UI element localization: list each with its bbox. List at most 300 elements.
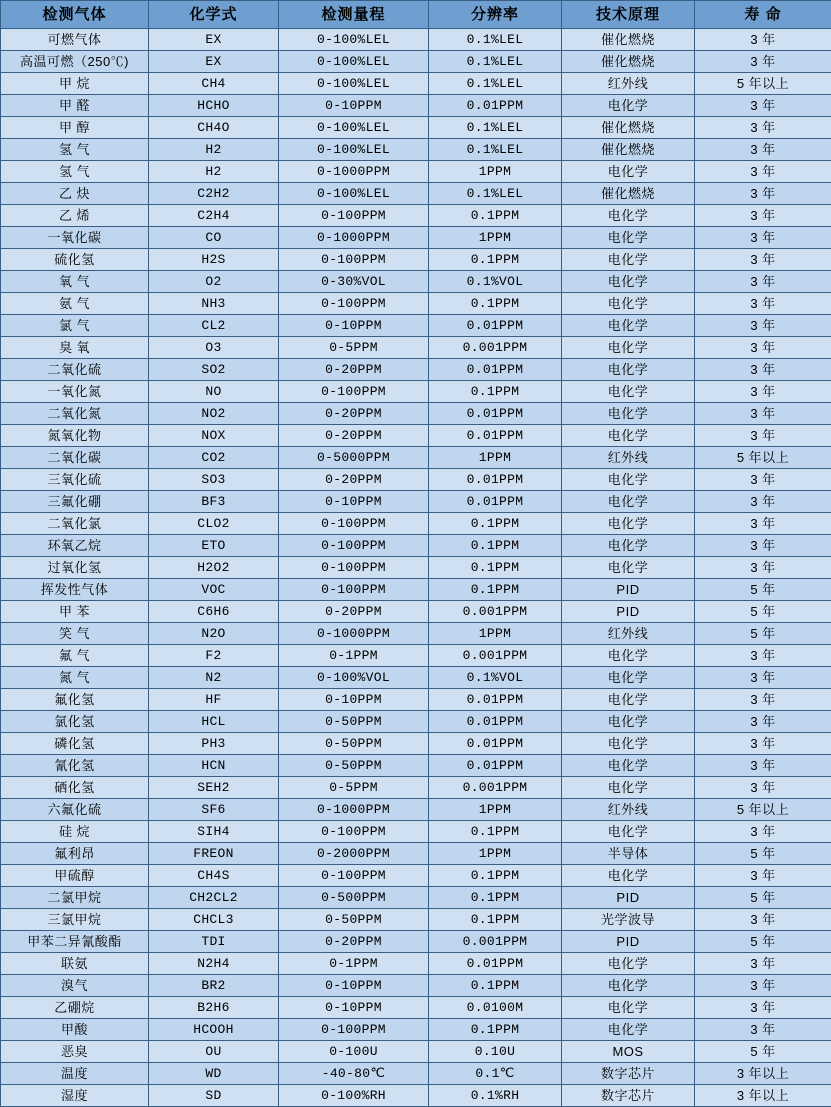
cell-principle: 电化学 (562, 667, 695, 689)
cell-resolution: 0.01PPM (429, 491, 562, 513)
cell-resolution: 0.1PPM (429, 1019, 562, 1041)
cell-formula: EX (149, 29, 279, 51)
cell-formula: OU (149, 1041, 279, 1063)
cell-lifetime: 3 年 (695, 139, 831, 161)
cell-lifetime: 3 年 (695, 29, 831, 51)
table-row (1, 447, 831, 469)
column-header-resolution: 分辨率 (429, 1, 562, 29)
cell-lifetime: 5 年 (695, 931, 831, 953)
cell-gas: 三氟化硼 (1, 491, 149, 513)
table-row (1, 249, 831, 271)
table-row (1, 931, 831, 953)
table-row (1, 975, 831, 997)
table-row (1, 403, 831, 425)
cell-range: 0-100U (279, 1041, 429, 1063)
cell-gas: 二氧化氯 (1, 513, 149, 535)
cell-resolution: 0.1PPM (429, 249, 562, 271)
cell-principle: 电化学 (562, 491, 695, 513)
cell-formula: H2S (149, 249, 279, 271)
cell-range: 0-5000PPM (279, 447, 429, 469)
cell-resolution: 0.01PPM (429, 953, 562, 975)
cell-range: 0-100PPM (279, 535, 429, 557)
table-row (1, 953, 831, 975)
cell-lifetime: 3 年 (695, 689, 831, 711)
cell-formula: WD (149, 1063, 279, 1085)
cell-resolution: 0.01PPM (429, 755, 562, 777)
cell-lifetime: 3 年 (695, 51, 831, 73)
cell-lifetime: 3 年 (695, 557, 831, 579)
cell-formula: NOX (149, 425, 279, 447)
table-row (1, 1041, 831, 1063)
cell-range: 0-5PPM (279, 777, 429, 799)
cell-formula: PH3 (149, 733, 279, 755)
cell-principle: 电化学 (562, 535, 695, 557)
cell-lifetime: 5 年 (695, 843, 831, 865)
cell-formula: N2 (149, 667, 279, 689)
cell-principle: 电化学 (562, 337, 695, 359)
cell-lifetime: 5 年 (695, 1041, 831, 1063)
cell-gas: 一氧化碳 (1, 227, 149, 249)
cell-resolution: 0.1PPM (429, 205, 562, 227)
cell-gas: 氯化氢 (1, 711, 149, 733)
cell-principle: 电化学 (562, 953, 695, 975)
cell-gas: 氢 气 (1, 139, 149, 161)
cell-principle: 红外线 (562, 799, 695, 821)
cell-formula: HCL (149, 711, 279, 733)
table-row (1, 381, 831, 403)
cell-principle: 数字芯片 (562, 1085, 695, 1107)
table-row (1, 513, 831, 535)
table-row (1, 51, 831, 73)
cell-lifetime: 3 年 (695, 227, 831, 249)
cell-formula: CH4O (149, 117, 279, 139)
cell-principle: 电化学 (562, 315, 695, 337)
cell-formula: H2 (149, 161, 279, 183)
cell-formula: SO3 (149, 469, 279, 491)
cell-gas: 笑 气 (1, 623, 149, 645)
cell-range: 0-100PPM (279, 205, 429, 227)
cell-lifetime: 3 年 (695, 491, 831, 513)
cell-principle: 电化学 (562, 645, 695, 667)
table-row (1, 227, 831, 249)
cell-principle: 电化学 (562, 997, 695, 1019)
cell-formula: VOC (149, 579, 279, 601)
cell-gas: 硫化氢 (1, 249, 149, 271)
cell-lifetime: 3 年 (695, 403, 831, 425)
cell-lifetime: 3 年 (695, 271, 831, 293)
cell-range: 0-20PPM (279, 931, 429, 953)
cell-range: 0-100PPM (279, 249, 429, 271)
cell-range: 0-100PPM (279, 1019, 429, 1041)
cell-resolution: 0.1%VOL (429, 271, 562, 293)
cell-gas: 氮 气 (1, 667, 149, 689)
cell-range: 0-1PPM (279, 953, 429, 975)
cell-range: 0-30%VOL (279, 271, 429, 293)
table-row (1, 1063, 831, 1085)
cell-principle: 电化学 (562, 865, 695, 887)
cell-principle: 电化学 (562, 557, 695, 579)
cell-resolution: 0.01PPM (429, 689, 562, 711)
cell-gas: 硒化氢 (1, 777, 149, 799)
cell-formula: HCHO (149, 95, 279, 117)
cell-range: 0-10PPM (279, 975, 429, 997)
cell-formula: O3 (149, 337, 279, 359)
cell-principle: 电化学 (562, 513, 695, 535)
cell-range: 0-100PPM (279, 381, 429, 403)
cell-lifetime: 3 年以上 (695, 1085, 831, 1107)
table-row (1, 601, 831, 623)
cell-lifetime: 5 年以上 (695, 73, 831, 95)
cell-gas: 甲酸 (1, 1019, 149, 1041)
cell-lifetime: 5 年以上 (695, 447, 831, 469)
cell-formula: CHCL3 (149, 909, 279, 931)
cell-gas: 温度 (1, 1063, 149, 1085)
cell-lifetime: 3 年 (695, 865, 831, 887)
cell-formula: SIH4 (149, 821, 279, 843)
column-header-range: 检测量程 (279, 1, 429, 29)
cell-principle: 电化学 (562, 249, 695, 271)
cell-principle: 电化学 (562, 359, 695, 381)
table-row (1, 139, 831, 161)
cell-lifetime: 3 年 (695, 1019, 831, 1041)
cell-principle: 红外线 (562, 447, 695, 469)
cell-lifetime: 3 年 (695, 711, 831, 733)
cell-resolution: 0.1PPM (429, 909, 562, 931)
cell-resolution: 0.1℃ (429, 1063, 562, 1085)
cell-resolution: 0.01PPM (429, 711, 562, 733)
cell-range: 0-100PPM (279, 513, 429, 535)
cell-lifetime: 3 年 (695, 95, 831, 117)
cell-range: 0-500PPM (279, 887, 429, 909)
cell-principle: 催化燃烧 (562, 51, 695, 73)
cell-gas: 湿度 (1, 1085, 149, 1107)
cell-principle: 电化学 (562, 293, 695, 315)
cell-formula: BF3 (149, 491, 279, 513)
cell-lifetime: 3 年 (695, 997, 831, 1019)
cell-lifetime: 3 年 (695, 315, 831, 337)
cell-resolution: 0.0100M (429, 997, 562, 1019)
cell-formula: SO2 (149, 359, 279, 381)
table-row (1, 623, 831, 645)
cell-resolution: 0.01PPM (429, 733, 562, 755)
cell-gas: 溴气 (1, 975, 149, 997)
cell-resolution: 0.1PPM (429, 865, 562, 887)
cell-gas: 六氟化硫 (1, 799, 149, 821)
cell-lifetime: 3 年 (695, 733, 831, 755)
cell-formula: CL2 (149, 315, 279, 337)
cell-lifetime: 3 年 (695, 953, 831, 975)
cell-gas: 高温可燃（250℃) (1, 51, 149, 73)
cell-lifetime: 3 年 (695, 425, 831, 447)
cell-formula: TDI (149, 931, 279, 953)
cell-formula: F2 (149, 645, 279, 667)
cell-range: 0-100PPM (279, 821, 429, 843)
cell-gas: 甲 烷 (1, 73, 149, 95)
cell-resolution: 0.001PPM (429, 601, 562, 623)
cell-formula: NH3 (149, 293, 279, 315)
cell-principle: 催化燃烧 (562, 117, 695, 139)
cell-resolution: 0.1PPM (429, 579, 562, 601)
header-row (1, 1, 831, 29)
table-row (1, 271, 831, 293)
table-row (1, 535, 831, 557)
cell-formula: CO (149, 227, 279, 249)
table-row (1, 909, 831, 931)
cell-gas: 恶臭 (1, 1041, 149, 1063)
cell-lifetime: 5 年 (695, 601, 831, 623)
cell-gas: 三氯甲烷 (1, 909, 149, 931)
cell-gas: 过氧化氢 (1, 557, 149, 579)
cell-gas: 氯 气 (1, 315, 149, 337)
table-row (1, 183, 831, 205)
cell-range: 0-100%LEL (279, 29, 429, 51)
cell-gas: 甲 苯 (1, 601, 149, 623)
cell-resolution: 0.1PPM (429, 975, 562, 997)
cell-formula: CLO2 (149, 513, 279, 535)
cell-principle: 电化学 (562, 205, 695, 227)
cell-range: 0-100%RH (279, 1085, 429, 1107)
cell-resolution: 1PPM (429, 447, 562, 469)
cell-formula: HF (149, 689, 279, 711)
cell-formula: B2H6 (149, 997, 279, 1019)
cell-resolution: 0.1PPM (429, 513, 562, 535)
cell-principle: 电化学 (562, 975, 695, 997)
cell-principle: 电化学 (562, 469, 695, 491)
cell-range: 0-10PPM (279, 95, 429, 117)
cell-range: 0-100%VOL (279, 667, 429, 689)
cell-resolution: 0.001PPM (429, 931, 562, 953)
cell-range: 0-20PPM (279, 601, 429, 623)
cell-lifetime: 3 年 (695, 909, 831, 931)
cell-lifetime: 3 年 (695, 777, 831, 799)
column-header-principle: 技术原理 (562, 1, 695, 29)
cell-resolution: 0.1PPM (429, 557, 562, 579)
cell-gas: 二氧化碳 (1, 447, 149, 469)
cell-gas: 乙硼烷 (1, 997, 149, 1019)
cell-resolution: 0.1%LEL (429, 139, 562, 161)
cell-principle: 电化学 (562, 755, 695, 777)
cell-gas: 甲苯二异氰酸酯 (1, 931, 149, 953)
table-row (1, 95, 831, 117)
cell-resolution: 0.1PPM (429, 381, 562, 403)
cell-range: 0-10PPM (279, 491, 429, 513)
cell-range: 0-50PPM (279, 711, 429, 733)
cell-range: 0-5PPM (279, 337, 429, 359)
table-row (1, 711, 831, 733)
cell-resolution: 0.1PPM (429, 293, 562, 315)
cell-principle: PID (562, 887, 695, 909)
cell-range: 0-100%LEL (279, 117, 429, 139)
cell-formula: SD (149, 1085, 279, 1107)
cell-resolution: 0.1PPM (429, 535, 562, 557)
cell-gas: 甲 醇 (1, 117, 149, 139)
cell-range: 0-1000PPM (279, 227, 429, 249)
cell-resolution: 0.01PPM (429, 469, 562, 491)
cell-gas: 磷化氢 (1, 733, 149, 755)
cell-formula: NO2 (149, 403, 279, 425)
cell-principle: 红外线 (562, 73, 695, 95)
cell-range: 0-20PPM (279, 425, 429, 447)
cell-range: 0-100PPM (279, 579, 429, 601)
cell-principle: 电化学 (562, 227, 695, 249)
cell-lifetime: 3 年 (695, 975, 831, 997)
cell-resolution: 1PPM (429, 623, 562, 645)
cell-formula: ETO (149, 535, 279, 557)
table-row (1, 293, 831, 315)
cell-range: 0-10PPM (279, 689, 429, 711)
cell-lifetime: 5 年以上 (695, 799, 831, 821)
table-row (1, 777, 831, 799)
cell-gas: 氰化氢 (1, 755, 149, 777)
cell-range: 0-100PPM (279, 557, 429, 579)
cell-range: 0-50PPM (279, 909, 429, 931)
cell-principle: 电化学 (562, 821, 695, 843)
table-row (1, 887, 831, 909)
cell-gas: 甲硫醇 (1, 865, 149, 887)
cell-resolution: 0.01PPM (429, 95, 562, 117)
cell-formula: N2O (149, 623, 279, 645)
column-header-formula: 化学式 (149, 1, 279, 29)
cell-gas: 氮氧化物 (1, 425, 149, 447)
cell-formula: FREON (149, 843, 279, 865)
table-row (1, 1019, 831, 1041)
table-row (1, 997, 831, 1019)
cell-resolution: 0.001PPM (429, 337, 562, 359)
cell-principle: 电化学 (562, 1019, 695, 1041)
cell-lifetime: 5 年 (695, 623, 831, 645)
cell-range: 0-20PPM (279, 359, 429, 381)
cell-resolution: 0.001PPM (429, 777, 562, 799)
cell-lifetime: 5 年 (695, 579, 831, 601)
cell-gas: 可燃气体 (1, 29, 149, 51)
cell-range: 0-50PPM (279, 755, 429, 777)
cell-lifetime: 3 年 (695, 469, 831, 491)
cell-gas: 臭 氧 (1, 337, 149, 359)
cell-gas: 一氧化氮 (1, 381, 149, 403)
cell-resolution: 0.01PPM (429, 425, 562, 447)
cell-principle: 催化燃烧 (562, 183, 695, 205)
cell-lifetime: 3 年 (695, 183, 831, 205)
cell-gas: 二氧化氮 (1, 403, 149, 425)
cell-range: 0-100%LEL (279, 139, 429, 161)
cell-gas: 甲 醛 (1, 95, 149, 117)
cell-resolution: 0.1%LEL (429, 29, 562, 51)
table-row (1, 667, 831, 689)
cell-gas: 氟 气 (1, 645, 149, 667)
cell-formula: H2 (149, 139, 279, 161)
cell-formula: O2 (149, 271, 279, 293)
cell-formula: CH2CL2 (149, 887, 279, 909)
cell-resolution: 1PPM (429, 161, 562, 183)
cell-principle: 光学波导 (562, 909, 695, 931)
table-row (1, 799, 831, 821)
cell-lifetime: 3 年 (695, 381, 831, 403)
cell-principle: 红外线 (562, 623, 695, 645)
cell-formula: BR2 (149, 975, 279, 997)
cell-range: 0-100PPM (279, 865, 429, 887)
table-row (1, 579, 831, 601)
table-row (1, 29, 831, 51)
cell-range: 0-1PPM (279, 645, 429, 667)
cell-range: 0-100%LEL (279, 51, 429, 73)
cell-range: 0-10PPM (279, 997, 429, 1019)
cell-principle: 电化学 (562, 733, 695, 755)
cell-principle: 催化燃烧 (562, 29, 695, 51)
cell-formula: EX (149, 51, 279, 73)
table-row (1, 337, 831, 359)
cell-range: 0-100%LEL (279, 183, 429, 205)
cell-principle: 电化学 (562, 161, 695, 183)
cell-principle: 电化学 (562, 271, 695, 293)
cell-resolution: 0.01PPM (429, 403, 562, 425)
table-row (1, 73, 831, 95)
table-row (1, 689, 831, 711)
cell-range: 0-2000PPM (279, 843, 429, 865)
table-row (1, 359, 831, 381)
cell-formula: NO (149, 381, 279, 403)
cell-principle: 电化学 (562, 777, 695, 799)
table-row (1, 1085, 831, 1107)
cell-range: 0-1000PPM (279, 799, 429, 821)
cell-resolution: 1PPM (429, 227, 562, 249)
cell-resolution: 0.1%LEL (429, 183, 562, 205)
cell-resolution: 0.1PPM (429, 821, 562, 843)
cell-formula: H2O2 (149, 557, 279, 579)
cell-lifetime: 5 年 (695, 887, 831, 909)
cell-principle: MOS (562, 1041, 695, 1063)
cell-lifetime: 3 年 (695, 359, 831, 381)
cell-resolution: 0.10U (429, 1041, 562, 1063)
table-header (1, 1, 831, 29)
cell-lifetime: 3 年 (695, 337, 831, 359)
cell-lifetime: 3 年 (695, 293, 831, 315)
table-row (1, 865, 831, 887)
table-row (1, 821, 831, 843)
table-row (1, 557, 831, 579)
cell-gas: 乙 烯 (1, 205, 149, 227)
cell-lifetime: 3 年 (695, 249, 831, 271)
cell-gas: 氢 气 (1, 161, 149, 183)
cell-range: 0-100%LEL (279, 73, 429, 95)
cell-lifetime: 3 年 (695, 205, 831, 227)
cell-resolution: 0.001PPM (429, 645, 562, 667)
table-row (1, 469, 831, 491)
cell-resolution: 0.1%RH (429, 1085, 562, 1107)
cell-gas: 硅 烷 (1, 821, 149, 843)
cell-gas: 氨 气 (1, 293, 149, 315)
cell-range: 0-1000PPM (279, 623, 429, 645)
cell-range: -40-80℃ (279, 1063, 429, 1085)
table-row (1, 315, 831, 337)
cell-resolution: 0.01PPM (429, 359, 562, 381)
table-row (1, 733, 831, 755)
table-row (1, 843, 831, 865)
cell-resolution: 1PPM (429, 799, 562, 821)
cell-gas: 联氨 (1, 953, 149, 975)
cell-gas: 二氧化硫 (1, 359, 149, 381)
cell-resolution: 1PPM (429, 843, 562, 865)
table-row (1, 425, 831, 447)
cell-range: 0-20PPM (279, 403, 429, 425)
cell-formula: C2H2 (149, 183, 279, 205)
cell-principle: PID (562, 601, 695, 623)
cell-lifetime: 3 年 (695, 667, 831, 689)
cell-formula: CO2 (149, 447, 279, 469)
cell-gas: 三氧化硫 (1, 469, 149, 491)
table-row (1, 161, 831, 183)
cell-gas: 氟化氢 (1, 689, 149, 711)
cell-principle: 电化学 (562, 95, 695, 117)
